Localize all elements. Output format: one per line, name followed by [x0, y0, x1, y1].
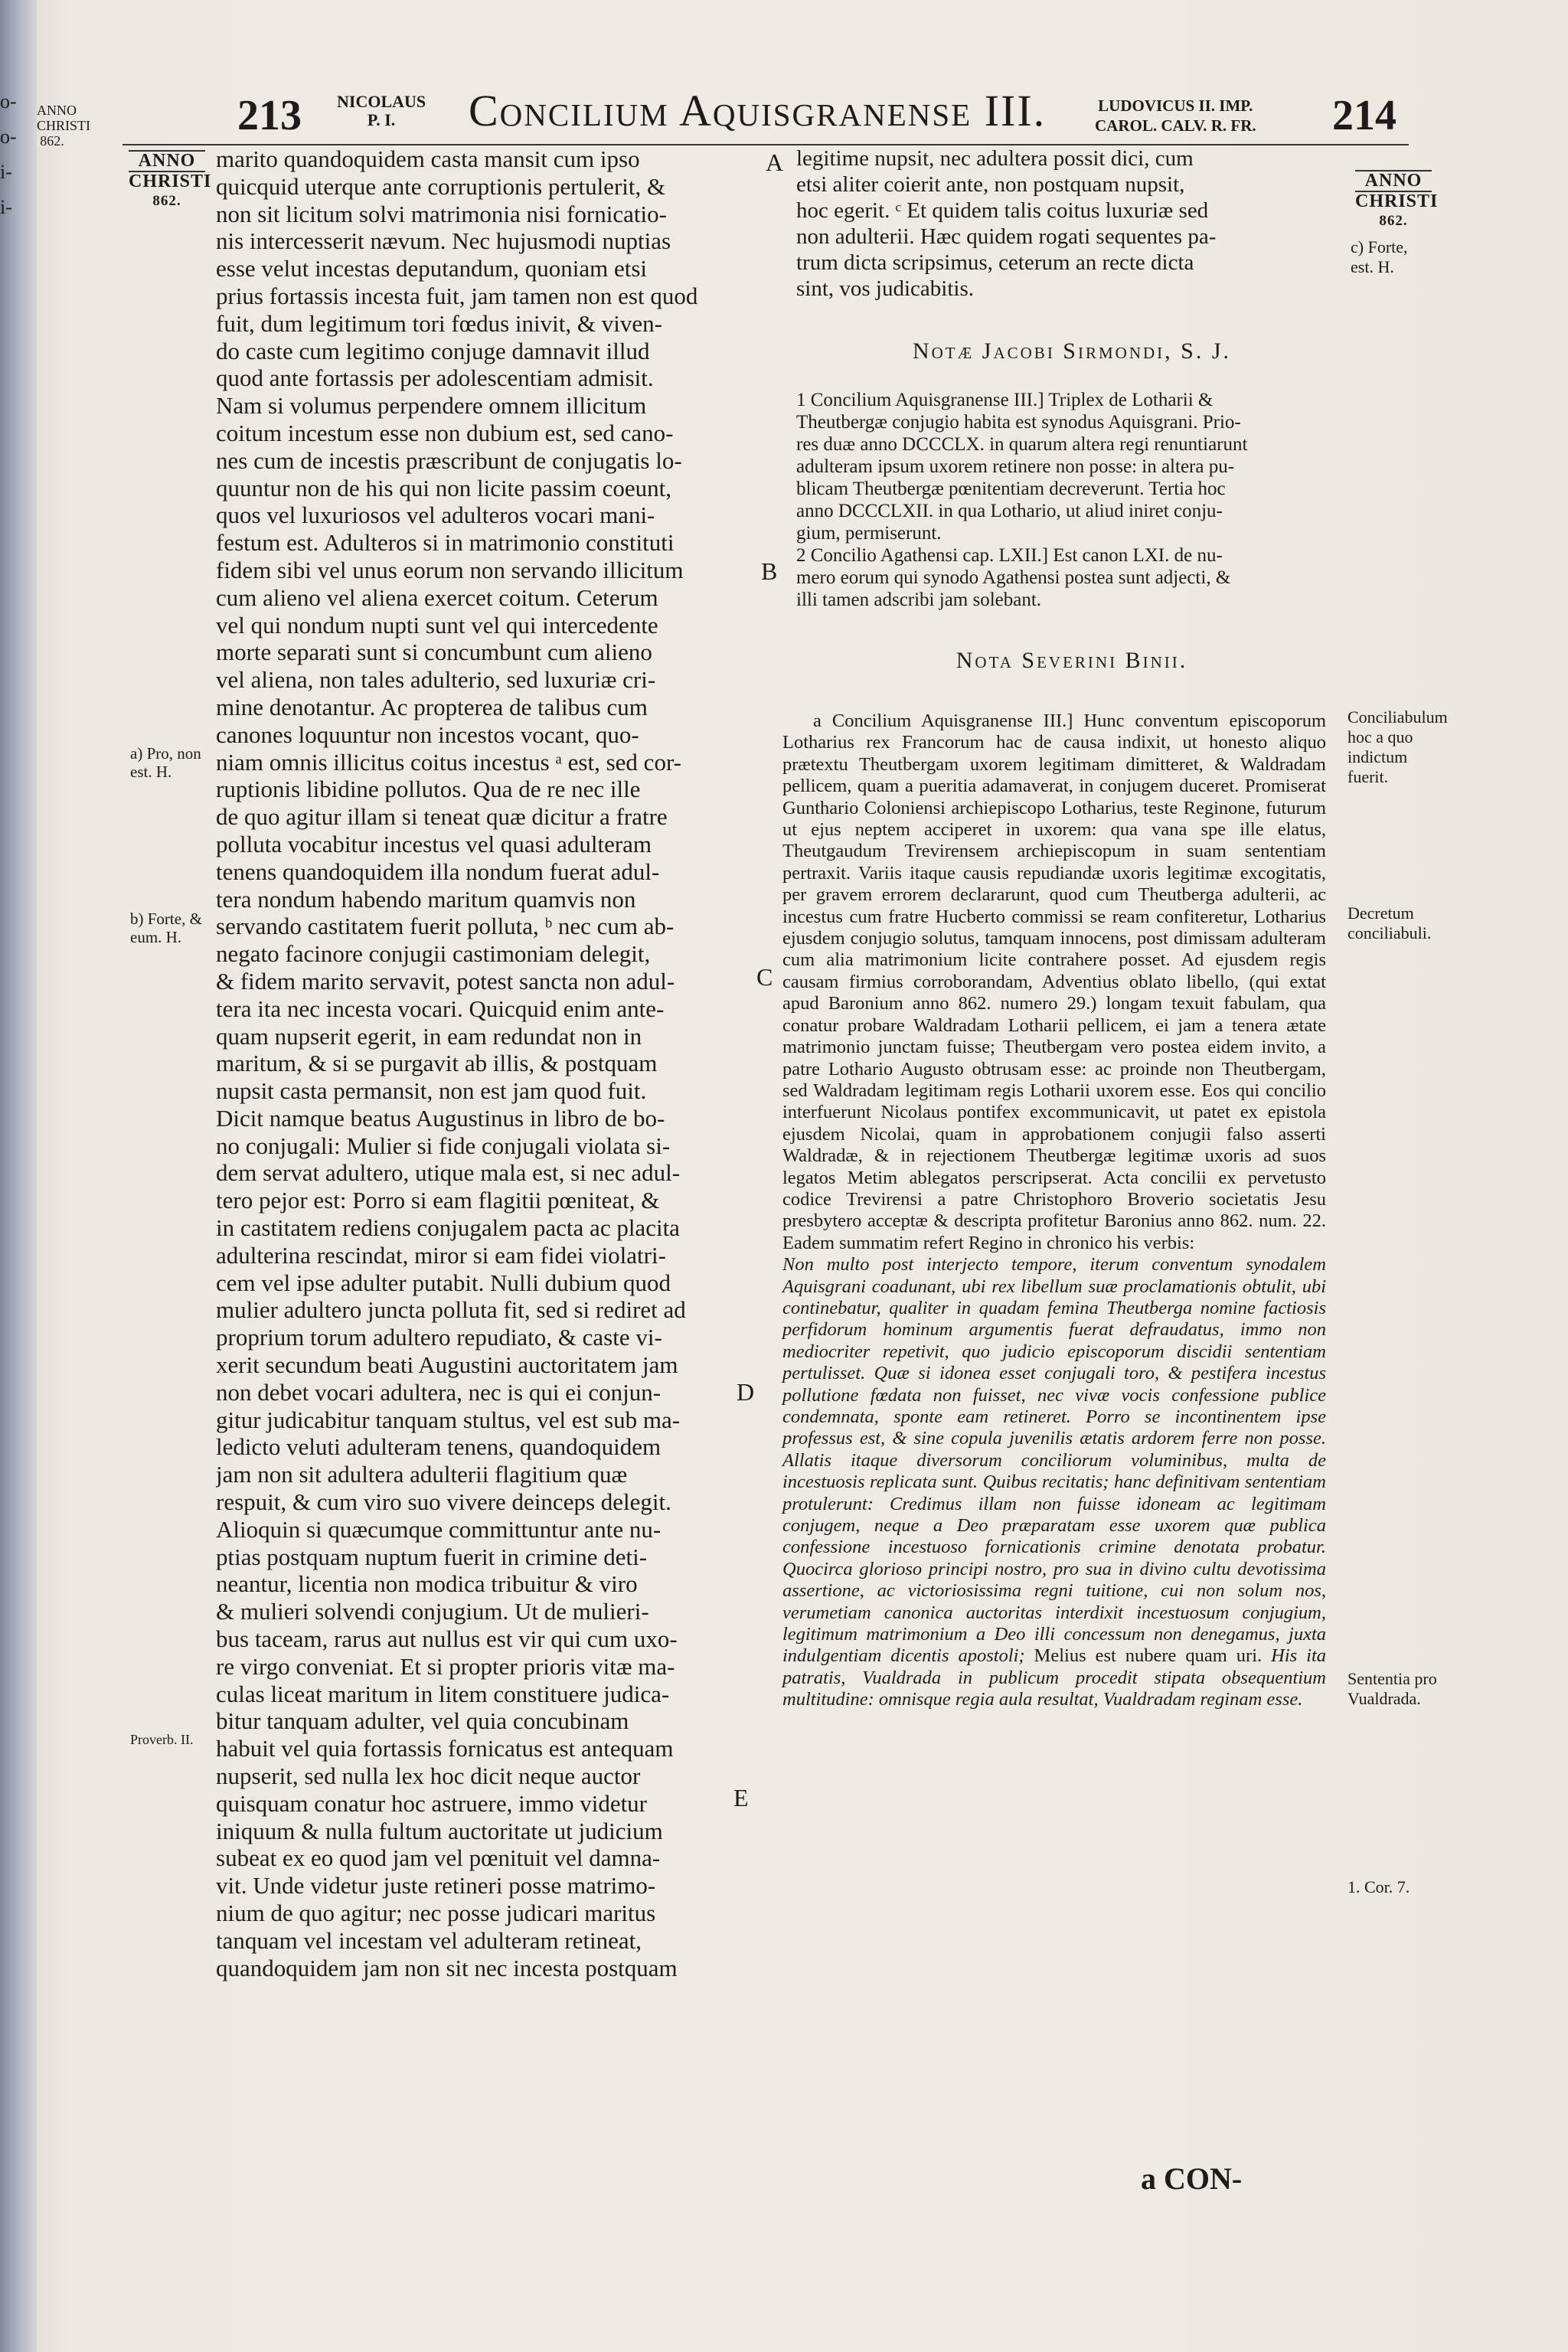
- text-line: prius fortassis incesta fuit, jam tamen non est quod: [216, 282, 698, 309]
- margin-note-b: b) Forte, & eum. H.: [130, 910, 202, 946]
- text-line: adulterina rescindat, miror si eam fidei violatri-: [216, 1241, 666, 1269]
- page-number-right: 214: [1332, 92, 1396, 139]
- text-line: esse velut incestas deputandum, quoniam etsi: [216, 255, 648, 283]
- text-line: tenens quandoquidem illa nondum fuerat adul-: [216, 858, 660, 885]
- text-line: ptias postquam nuptum fuerit in crimine deti-: [216, 1543, 648, 1570]
- text-line: servando castitatem fuerit polluta, ᵇ nec cum ab-: [216, 913, 675, 940]
- text-line: legitime nupsit, nec adultera possit dici, cum: [796, 146, 1194, 171]
- text-line: trum dicta scripsimus, ceterum an recte dicta: [796, 250, 1194, 275]
- prev-margin-char: [0, 436, 31, 472]
- prev-margin-char: i-: [0, 161, 12, 183]
- note-line: illi tamen adscribi jam solebant.: [796, 590, 1042, 610]
- margin-note-decretum: Decretum conciliabuli.: [1348, 903, 1432, 942]
- text-line: neantur, licentia non modica tribuitur & viro: [216, 1570, 638, 1598]
- text-line: quod ante fortassis per adolescentiam admisit.: [216, 364, 654, 392]
- text-line: bus taceam, rarus aut nullus est vir qui cum uxo-: [216, 1625, 678, 1653]
- note-line: gium, permiserunt.: [796, 523, 942, 544]
- catchword: a CON-: [1141, 2161, 1243, 2196]
- text-line: mine denotantur. Ac propterea de talibus cum: [216, 693, 648, 720]
- text-line: fuit, dum legitimum tori fœdus inivit, & viven-: [216, 309, 662, 337]
- text-line: tera ita nec incesta vocari. Quicquid enim ante-: [216, 995, 665, 1022]
- text-line: vit. Unde videtur juste retineri posse matrimo-: [216, 1872, 656, 1900]
- section-letter-e: E: [733, 1784, 749, 1811]
- running-head-ludovicus: LUDOVICUS II. IMP. CAROL. CALV. R. FR.: [1095, 96, 1256, 135]
- note-line: anno DCCCLXII. in qua Lothario, ut aliud iniret conju-: [796, 501, 1223, 521]
- text-line: non sit licitum solvi matrimonia nisi fornicatio-: [216, 200, 667, 227]
- text-line: jam non sit adultera adulterii flagitium quæ: [216, 1461, 628, 1488]
- section-letter-d: D: [737, 1378, 755, 1406]
- text-line: nis intercesserit nævum. Nec hujusmodi nuptias: [216, 227, 671, 255]
- text-line: quandoquidem jam non sit nec incesta postquam: [216, 1954, 678, 1981]
- text-line: quos vel luxuriosos vel adulteros vocari mani-: [216, 501, 655, 529]
- margin-note-sententia: Sententia pro Vualdrada.: [1348, 1669, 1437, 1708]
- text-line: xerit secundum beati Augustini auctoritatem jam: [216, 1351, 678, 1379]
- prev-margin-char: [0, 260, 31, 296]
- text-line: quicquid uterque ante corruptionis pertulerit, &: [216, 172, 666, 200]
- text-line: hoc egerit. ᶜ Et quidem talis coitus luxuriæ sed: [796, 198, 1209, 223]
- text-line: morte separati sunt si concumbunt cum alieno: [216, 639, 652, 666]
- text-line: canones loquuntur non incestos vocant, quo-: [216, 720, 639, 748]
- notes-binii-body: [782, 710, 1326, 1711]
- margin-note-a: a) Pro, non est. H.: [130, 744, 201, 781]
- text-line: in castitatem rediens conjugalem pacta ac placita: [216, 1214, 680, 1242]
- text-line: quuntur non de his qui non licite passim coeunt,: [216, 474, 671, 501]
- note-line: adulteram ipsum uxorem retinere non posse: in altera pu-: [796, 456, 1235, 477]
- text-line: vel qui nondum nupti sunt vel qui intercedente: [216, 611, 658, 639]
- notes-sirmondi-body: [796, 389, 1348, 611]
- prev-margin-char: [0, 472, 31, 507]
- prev-margin-char: [0, 366, 31, 401]
- prev-margin-char: o-: [0, 90, 17, 113]
- text-line: tera nondum habendo maritum quamvis non: [216, 885, 636, 913]
- text-line: iniquum & nulla fultum auctoritate ut judicium: [216, 1817, 663, 1844]
- text-line: nupsit casta permansit, non est jam quod fuit.: [216, 1077, 647, 1105]
- text-line: sint, vos judicabitis.: [796, 276, 974, 301]
- right-column-text: [796, 145, 1348, 302]
- text-line: culas liceat maritum in litem constituere judica-: [216, 1680, 670, 1707]
- text-line: quisquam conatur hoc astruere, immo videtur: [216, 1789, 648, 1817]
- text-line: no conjugali: Mulier si fide conjugali violata si-: [216, 1132, 671, 1159]
- prev-margin-char: [0, 225, 31, 260]
- prev-margin-char: o-: [0, 126, 17, 148]
- text-line: tero pejor est: Porro si eam flagitii pœniteat, &: [216, 1187, 660, 1214]
- section-letter-c: C: [756, 963, 773, 991]
- text-line: & fidem marito servavit, potest sancta non adul-: [216, 967, 675, 995]
- text-line: negato facinore conjugii castimoniam delegit,: [216, 940, 651, 968]
- text-line: gitur judicabitur tanquam stultus, vel est sub ma-: [216, 1406, 681, 1433]
- text-line: do caste cum legitimo conjuge damnavit illud: [216, 337, 650, 364]
- text-line: vel aliena, non tales adulterio, sed luxuriæ cri-: [216, 666, 656, 694]
- text-line: niam omnis illicitus coitus incestus ᵃ est, sed cor-: [216, 748, 681, 776]
- text-line: etsi aliter coierit ante, non postquam nupsit,: [796, 172, 1185, 197]
- prev-margin-char: [0, 331, 31, 366]
- text-line: proprium torum adultero repudiato, & caste vi-: [216, 1324, 662, 1351]
- prev-margin-char: [0, 401, 31, 436]
- note-line: Theutbergæ conjugio habita est synodus Aquisgrani. Prio-: [796, 412, 1241, 433]
- text-line: de quo agitur illam si teneat quæ dicitur a fratre: [216, 803, 668, 831]
- text-line: Dicit namque beatus Augustinus in libro de bo-: [216, 1104, 665, 1132]
- margin-note-c: c) Forte, est. H.: [1351, 237, 1408, 276]
- note-line: 2 Concilio Agathensi cap. LXII.] Est canon LXI. de nu-: [796, 545, 1223, 566]
- section-letter-b: B: [761, 557, 778, 585]
- text-line: respuit, & cum viro suo vivere deinceps delegit.: [216, 1488, 671, 1516]
- text-line: cum alieno vel aliena exercet coitum. Ceterum: [216, 583, 658, 611]
- page-number-left: 213: [237, 92, 302, 139]
- text-line: polluta vocabitur incestus vel quasi adulteram: [216, 830, 652, 858]
- prev-margin-char: [0, 542, 31, 577]
- notes-binii-heading: Nota Severini Binii.: [956, 648, 1188, 673]
- text-line: bitur tanquam adulter, vel quia concubinam: [216, 1707, 629, 1735]
- previous-page-anno: ANNO CHRISTI 862.: [37, 103, 91, 149]
- text-line: marito quandoquidem casta mansit cum ipso: [216, 145, 640, 172]
- running-head-nicolaus: NICOLAUS P. I.: [337, 92, 426, 129]
- note-line: res duæ anno DCCCLX. in quarum altera regi renuntiarunt: [796, 434, 1248, 455]
- text-line: quam nupserit egerit, in eam redundat non in: [216, 1022, 642, 1050]
- text-line: mulier adultero juncta polluta fit, sed si rediret ad: [216, 1296, 686, 1324]
- anno-christi-right: ANNO CHRISTI 862.: [1355, 171, 1439, 229]
- binii-paragraph: a Concilium Aquisgranense III.] Hunc conventum episcoporum Lotharius rex Francorum hac de causa indixit, ut honesto aliquo prætextu Theutbergam uxorem legitimam dimitteret, & Waldradam pellicem, quam a pueritia adamaverat, in conjugem duceret. Promiserat Gunthario Coloniensi archiepiscopo Lotharius, teste Reginone, futurum ut ejus neptem acciperet in uxorem: qua vana spe ille elatus, Theutgaudum Trevirensem archiepiscopum in suam sententiam pertraxit. Variis itaque causis repudiandæ uxoris legitimæ excogitatis, per gravem errorem declararunt, quod cum Theutberga adulterii, ac incestus cum fratre Hucberto commissi se ream confiteretur, Lotharius ejusdem conjugio solutus, tamquam innocens, post dimissam adulteram cum alia matrimonium licite contrahere posset. Ad ejusdem regis causam firmius corroborandam, Adventius oblato libello, (qui extat apud Baronium anno 862. numero 29.) longam texuit fabulam, qua conatur probare Waldradam Lotharii pellicem, ei jam a tenera ætate matrimonio junctam fuisse; Theutbergam vero postea eidem invito, a patre Lothario Augusto obtrusam esse: ac proinde non Theutbergam, sed Waldradam legitimam regis Lotharii uxorem esse. Eos qui concilio interfuerunt Nicolaus pontifex excommunicavit, ut patet ex epistola ejusdem Nicolai, quam in approbationem conjugii falso asserti Waldradæ, & in rejectionem Theutbergæ legitimæ uxoris ad suos legatos Metim ablegatos perscripserat. Acta concilii ex pervetusto codice Trevirensi a patre Christophoro Broverio societatis Jesu presbytero acceptæ & descripta profitetur Baronius anno 862. num. 22. Eadem summatim refert Regino in chronico his verbis:: [782, 710, 1326, 1253]
- text-line: festum est. Adulteros si in matrimonio constituti: [216, 529, 675, 557]
- text-line: subeat ex eo quod jam vel pœnituit vel damna-: [216, 1844, 661, 1872]
- text-line: habuit vel quia fortassis fornicatus est antequam: [216, 1735, 674, 1762]
- notes-sirmondi-heading: Notæ Jacobi Sirmondi, S. J.: [912, 338, 1232, 364]
- margin-note-conciliabulum: Conciliabulum hoc a quo indictum fuerit.: [1348, 707, 1448, 786]
- text-line: tanquam vel incestam vel adulteram retineat,: [216, 1926, 642, 1954]
- anno-christi-left: ANNO CHRISTI 862.: [129, 151, 212, 209]
- binii-quote: Non multo post interjecto tempore, iterum conventum synodalem Aquisgrani coadunant, ubi rex libellum suæ proclamationis obtulit, ubi continebatur, qualiter in quadam femina Theutberga nomine factiosis perfidorum hominum argumentis fuerat defraudatus, immo non mediocriter repetivit, quo judicio episcoporum discidii sententiam pertulisset. Quæ si idonea esset conjugali toro, & pestifera incestus pollutione fœdata non fuisset, nec vivæ vocis confessione publice condemnata, sponte eam retineret. Porro se incontinentem ipse professus est, & sine copula juvenilis ætatis ardorem ferre non posse. Allatis itaque diversorum conciliorum voluminibus, multa de incestuosis replicata sunt. Quibus recitatis; hanc definitivam sententiam protulerunt: Credimus illam non fuisse idoneam ac legitimam conjugem, neque a Deo præparatam esse uxorem quæ publica confessione incestuoso fornicationis crimine denotata probatur. Quocirca glorioso principi nostro, pro sua in divino cultu devotissima assertione, ac victoriosissima regni tuitione, cui non solum nos, verumetiam canonica auctoritas interdixit incestuosum conjugium, legitimum matrimonium a Deo illi concessum non denegamus, juxta indulgentiam dicentis apostoli; Melius est nubere quam uri. His ita patratis, Vualdrada in publicum procedit stipata obsequentium multitudine: omnisque regia aula resultat, Vualdradam reginam esse.: [782, 1254, 1327, 1710]
- text-line: dem servat adultero, utique mala est, si nec adul-: [216, 1159, 681, 1187]
- text-line: non adulterii. Hæc quidem rogati sequentes pa-: [796, 224, 1217, 249]
- section-letter-a: A: [766, 149, 784, 176]
- text-line: & mulieri solvendi conjugium. Ut de mulieri-: [216, 1598, 649, 1625]
- text-line: nes cum de incestis præscribunt de conjugatis lo-: [216, 446, 682, 474]
- note-line: blicam Theutbergæ pœnitentiam decreverunt. Tertia hoc: [796, 479, 1226, 499]
- text-line: maritum, & si se purgavit ab illis, & postquam: [216, 1050, 658, 1077]
- text-line: nupserit, sed nulla lex hoc dicit neque auctor: [216, 1762, 641, 1790]
- prev-margin-char: [0, 507, 31, 542]
- text-line: coitum incestum esse non dubium est, sed cano-: [216, 419, 674, 446]
- margin-note-proverb: Proverb. II.: [130, 1732, 194, 1747]
- left-column-text: [216, 145, 755, 1981]
- text-line: nium de quo agitur; nec posse judicari maritus: [216, 1900, 656, 1926]
- text-line: cem vel ipse adulter putabit. Nulli dubium quod: [216, 1269, 671, 1296]
- text-line: fidem sibi vel unus eorum non servando illicitum: [216, 556, 684, 583]
- text-line: non debet vocari adultera, nec is qui ei conjun-: [216, 1378, 662, 1406]
- note-line: mero eorum qui synodo Agathensi postea sunt adjecti, &: [796, 567, 1231, 588]
- margin-note-cor: 1. Cor. 7.: [1348, 1877, 1410, 1896]
- text-line: ledicto veluti adulteram tenens, quandoquidem: [216, 1433, 662, 1461]
- text-line: Alioquin si quæcumque committuntur ante nu-: [216, 1515, 662, 1543]
- running-title: Concilium Aquisgranense III.: [469, 86, 1047, 136]
- text-line: Nam si volumus perpendere omnem illicitum: [216, 392, 647, 420]
- text-line: re virgo conveniat. Et si propter prioris vitæ ma-: [216, 1652, 675, 1680]
- prev-margin-char: [0, 296, 31, 331]
- prev-margin-char: i-: [0, 196, 12, 218]
- note-line: 1 Concilium Aquisgranense III.] Triplex de Lotharii &: [796, 390, 1214, 410]
- text-line: ruptionis libidine pollutos. Qua de re nec ille: [216, 776, 641, 803]
